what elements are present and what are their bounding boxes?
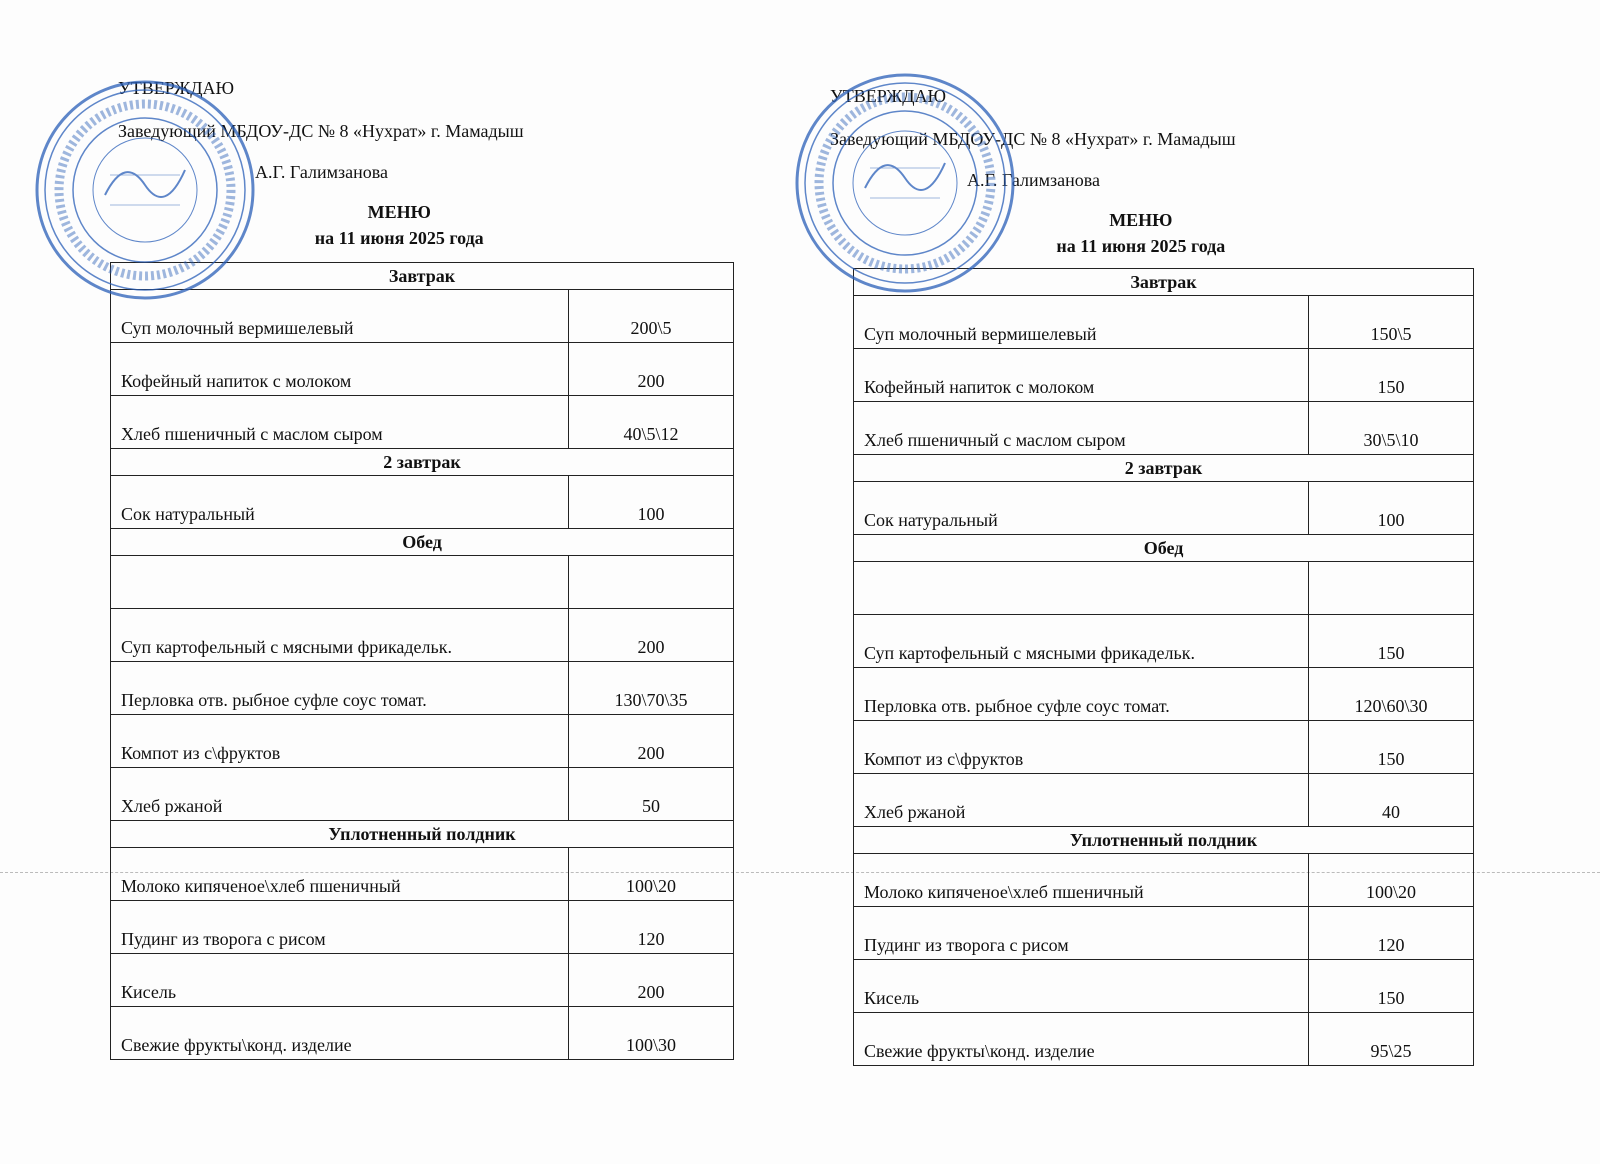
- menu-row: [111, 609, 733, 662]
- menu-row: [854, 668, 1473, 721]
- menu-row: [111, 662, 733, 715]
- portion-size: 150: [1377, 643, 1405, 663]
- portion-size: 120: [637, 929, 665, 949]
- dish-name: Компот из с\фруктов: [854, 721, 1309, 773]
- menu-row: [854, 615, 1473, 668]
- dish-name: Хлеб пшеничный с маслом сыром: [111, 396, 569, 448]
- menu-row: [854, 562, 1473, 615]
- dish-name: Пудинг из творога с рисом: [111, 901, 569, 953]
- dish-name: [854, 562, 1309, 614]
- menu-row: [111, 556, 733, 609]
- menu-row: [111, 715, 733, 768]
- dish-name: [111, 556, 569, 608]
- portion-size: [569, 556, 733, 608]
- dish-name: Суп картофельный с мясными фрикадельк.: [854, 615, 1309, 667]
- menu-row: [111, 476, 733, 529]
- portion-size: 50: [642, 796, 660, 816]
- menu-row: [111, 901, 733, 954]
- dish-name: Суп молочный вермишелевый: [854, 296, 1309, 348]
- section-header: Уплотненный полдник: [111, 821, 733, 848]
- dish-name: Компот из с\фруктов: [111, 715, 569, 767]
- official-stamp-icon: [790, 68, 1020, 298]
- menu-row: [854, 854, 1473, 907]
- portion-size: 200: [637, 371, 665, 391]
- menu-row: [111, 848, 733, 901]
- menu-row: [854, 349, 1473, 402]
- menu-date: на 11 июня 2025 года: [1056, 236, 1226, 256]
- menu-row: [854, 721, 1473, 774]
- dish-name: Хлеб ржаной: [854, 774, 1309, 826]
- portion-size: 120\60\30: [1354, 696, 1428, 716]
- dish-name: Пудинг из творога с рисом: [854, 907, 1309, 959]
- portion-size: 100\30: [625, 1035, 676, 1055]
- menu-row: [111, 396, 733, 449]
- menu-row: [111, 343, 733, 396]
- dish-name: Молоко кипяченое\хлеб пшеничный: [854, 854, 1309, 906]
- menu-row: [854, 402, 1473, 455]
- menu-row: [111, 768, 733, 821]
- portion-size: 200: [637, 982, 665, 1002]
- portion-size: 150\5: [1370, 324, 1412, 344]
- head-position: Заведующий МБДОУ-ДС № 8 «Нухрат» г. Мамадыш: [830, 129, 1236, 149]
- portion-size: [1309, 562, 1473, 614]
- menu-table: [853, 268, 1474, 1066]
- signer-name: А.Г. Галимзанова: [967, 170, 1100, 190]
- menu-row: [854, 774, 1473, 827]
- section-header: Уплотненный полдник: [854, 827, 1473, 854]
- section-header: Завтрак: [854, 269, 1473, 296]
- dish-name: Молоко кипяченое\хлеб пшеничный: [111, 848, 569, 900]
- portion-size: 120: [1377, 935, 1405, 955]
- section-header: Обед: [854, 535, 1473, 562]
- dish-name: Суп картофельный с мясными фрикадельк.: [111, 609, 569, 661]
- dish-name: Перловка отв. рыбное суфле соус томат.: [854, 668, 1309, 720]
- dish-name: Кофейный напиток с молоком: [854, 349, 1309, 401]
- dish-name: Суп молочный вермишелевый: [111, 290, 569, 342]
- menu-row: [854, 960, 1473, 1013]
- portion-size: 30\5\10: [1363, 430, 1419, 450]
- dish-name: Сок натуральный: [854, 482, 1309, 534]
- portion-size: 100: [637, 504, 665, 524]
- dish-name: Кофейный напиток с молоком: [111, 343, 569, 395]
- dish-name: Свежие фрукты\конд. изделие: [111, 1007, 569, 1059]
- portion-size: 200\5: [630, 318, 672, 338]
- section-header: 2 завтрак: [111, 449, 733, 476]
- approve-label: УТВЕРЖДАЮ: [118, 78, 235, 98]
- section-header: Обед: [111, 529, 733, 556]
- portion-size: 150: [1377, 988, 1405, 1008]
- portion-size: 130\70\35: [614, 690, 688, 710]
- dish-name: Хлеб ржаной: [111, 768, 569, 820]
- menu-row: [854, 1013, 1473, 1066]
- menu-title: МЕНЮ: [1109, 210, 1173, 230]
- portion-size: 150: [1377, 377, 1405, 397]
- portion-size: 200: [637, 743, 665, 763]
- portion-size: 200: [637, 637, 665, 657]
- dish-name: Перловка отв. рыбное суфле соус томат.: [111, 662, 569, 714]
- menu-row: [854, 907, 1473, 960]
- official-stamp-icon: [30, 75, 260, 305]
- menu-row: [854, 296, 1473, 349]
- portion-size: 100\20: [1365, 882, 1416, 902]
- head-position: Заведующий МБДОУ-ДС № 8 «Нухрат» г. Мамадыш: [118, 121, 524, 141]
- dish-name: Свежие фрукты\конд. изделие: [854, 1013, 1309, 1065]
- menu-table: [110, 262, 734, 1060]
- portion-size: 95\25: [1370, 1041, 1412, 1061]
- signer-name: А.Г. Галимзанова: [255, 162, 388, 182]
- portion-size: 100\20: [625, 876, 676, 896]
- dish-name: Кисель: [111, 954, 569, 1006]
- approve-label: УТВЕРЖДАЮ: [830, 86, 947, 106]
- menu-title: МЕНЮ: [367, 202, 431, 222]
- portion-size: 40: [1382, 802, 1400, 822]
- menu-row: [854, 482, 1473, 535]
- portion-size: 100: [1377, 510, 1405, 530]
- dish-name: Сок натуральный: [111, 476, 569, 528]
- menu-row: [111, 954, 733, 1007]
- menu-date: на 11 июня 2025 года: [314, 228, 484, 248]
- dish-name: Хлеб пшеничный с маслом сыром: [854, 402, 1309, 454]
- portion-size: 40\5\12: [623, 424, 679, 444]
- section-header: Завтрак: [111, 263, 733, 290]
- menu-row: [111, 1007, 733, 1060]
- portion-size: 150: [1377, 749, 1405, 769]
- section-header: 2 завтрак: [854, 455, 1473, 482]
- dish-name: Кисель: [854, 960, 1309, 1012]
